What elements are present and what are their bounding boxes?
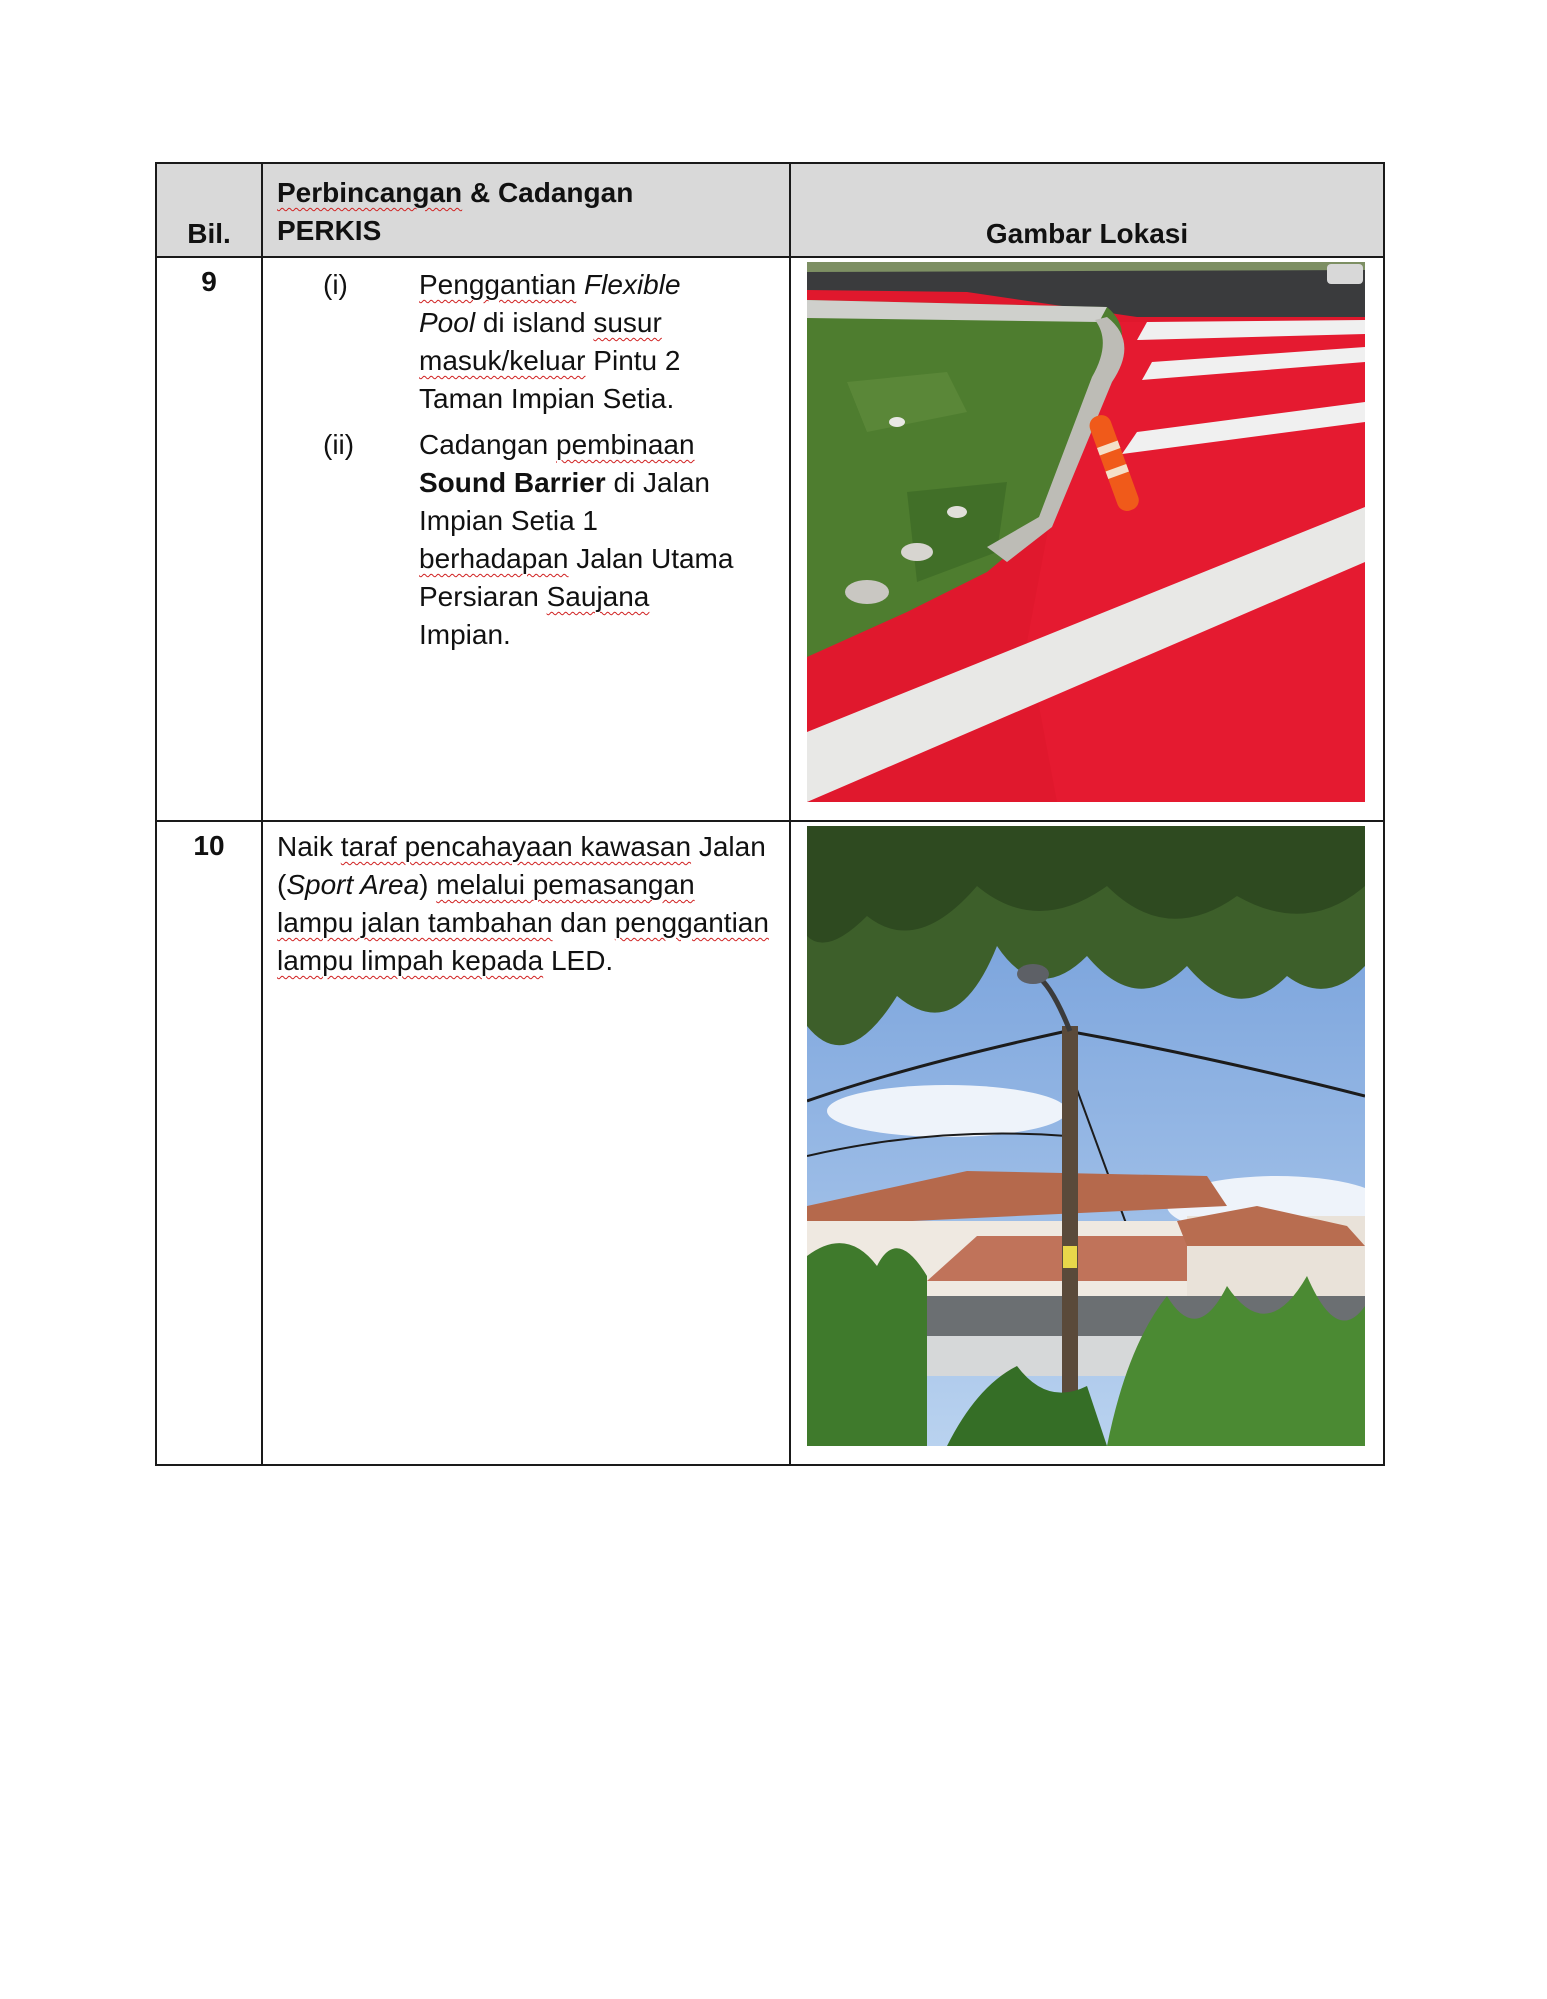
list-item-text: Penggantian Flexible Pool di island susur masuk/keluar Pintu 2 Taman Impian Setia. xyxy=(419,269,681,414)
discussion-table xyxy=(155,162,1385,1466)
row-discussion xyxy=(262,257,790,821)
header-perbincangan-word: Perbincangan xyxy=(277,177,463,208)
row-number: 9 xyxy=(156,257,262,821)
list-item xyxy=(263,266,789,418)
list-item xyxy=(263,426,789,654)
header-gambar-lokasi: Gambar Lokasi xyxy=(790,163,1384,257)
list-marker: (i) xyxy=(323,269,348,300)
row-photo-cell xyxy=(790,821,1384,1465)
location-photo-streetlight xyxy=(807,826,1365,1446)
list-item-text: Cadangan pembinaan Sound Barrier di Jalan Impian Setia 1 berhadapan Jalan Utama Persiaran Saujana Impian. xyxy=(419,429,734,650)
header-perbincangan: Perbincangan & Cadangan PERKIS xyxy=(262,163,790,257)
location-photo-road xyxy=(807,262,1365,802)
row-discussion xyxy=(262,821,790,1465)
table-header-row xyxy=(156,163,1384,257)
list-marker: (ii) xyxy=(323,429,355,460)
header-bil: Bil. xyxy=(156,163,262,257)
row-number: 10 xyxy=(156,821,262,1465)
row-photo-cell xyxy=(790,257,1384,821)
table-row xyxy=(156,257,1384,821)
table-row xyxy=(156,821,1384,1465)
row-discussion-text: Naik taraf pencahayaan kawasan Jalan (Sport Area) melalui pemasangan lampu jalan tambahan dan penggantian lampu limpah kepada LED. xyxy=(277,831,769,976)
header-perbincangan-line2: PERKIS xyxy=(277,215,382,246)
